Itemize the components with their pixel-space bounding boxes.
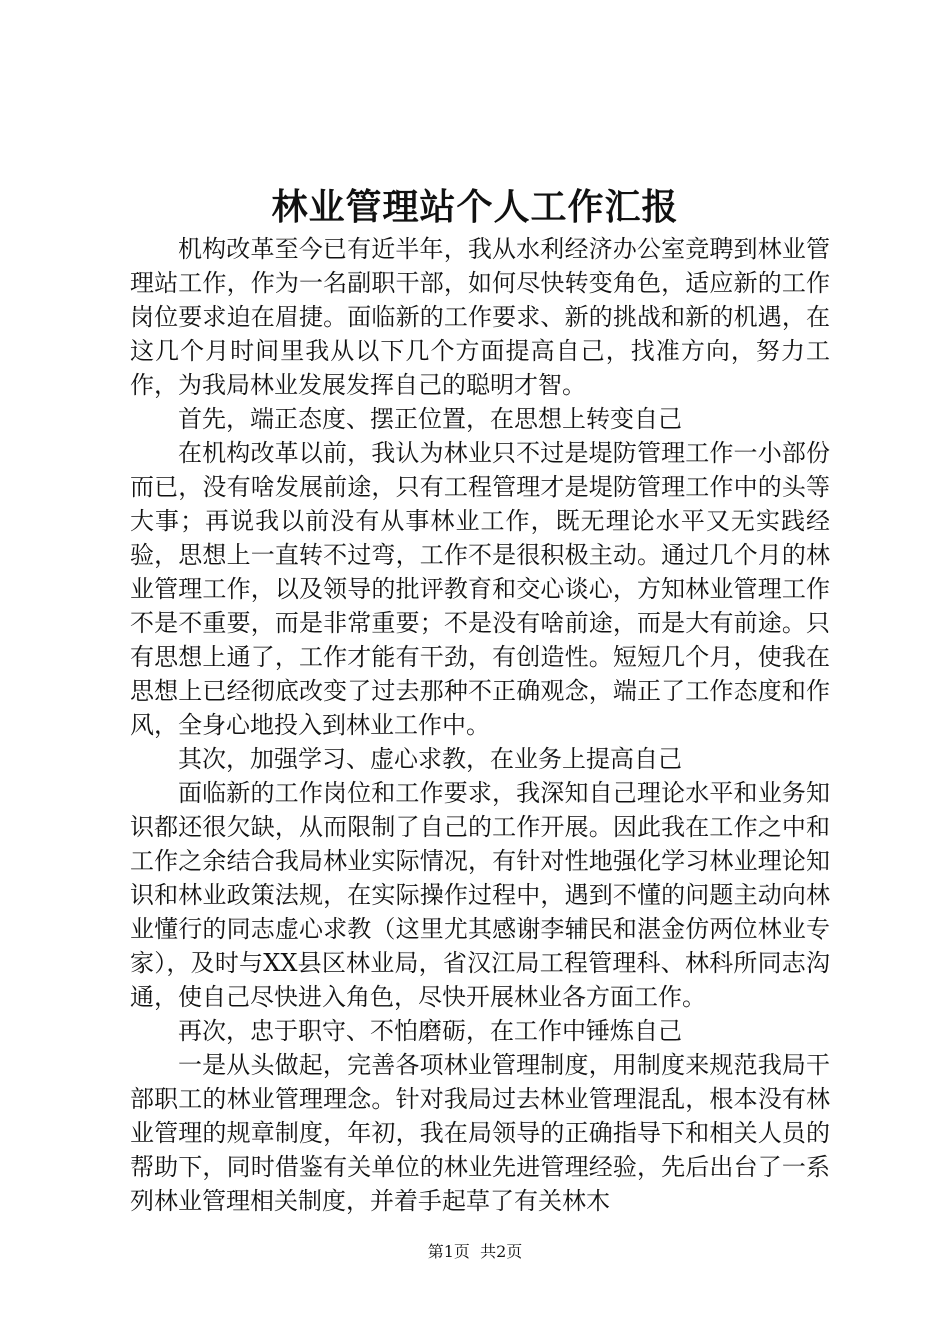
section-heading-third: 再次，忠于职守、不怕磨砺，在工作中锤炼自己 [178,1017,682,1045]
paragraph-third: 一是从头做起，完善各项林业管理制度，用制度来规范我局干部职工的林业管理理念。针对我局过去林业管理混乱，根本没有林业管理的规章制度，年初，我在局领导的正确指导下和相关人员的帮助下，同时借鉴有关单位的林业先进管理经验，先后出台了一系列林业管理相关制度，并着手起草了有关林木 [130,1051,830,1215]
page-number-total: 共2页 [480,1242,523,1261]
document-body [130,232,830,1218]
page-footer [0,1242,950,1262]
paragraph-intro: 机构改革至今已有近半年，我从水利经济办公室竞聘到林业管理站工作，作为一名副职干部，如何尽快转变角色，适应新的工作岗位要求迫在眉捷。面临新的工作要求、新的挑战和新的机遇，在这几个月时间里我从以下几个方面提高自己，找准方向，努力工作，为我局林业发展发挥自己的聪明才智。 [130,235,830,399]
document-title: 林业管理站个人工作汇报 [271,186,679,228]
section-heading-first: 首先，端正态度、摆正位置，在思想上转变自己 [178,405,682,433]
page-number-current: 第1页 [427,1242,470,1261]
paragraph-first: 在机构改革以前，我认为林业只不过是堤防管理工作一小部份而已，没有啥发展前途，只有工程管理才是堤防管理工作中的头等大事；再说我以前没有从事林业工作，既无理论水平又无实践经验，思想上一直转不过弯，工作不是很积极主动。通过几个月的林业管理工作，以及领导的批评教育和交心谈心，方知林业管理工作不是不重要，而是非常重要；不是没有啥前途，而是大有前途。只有思想上通了，工作才能有干劲，有创造性。短短几个月，使我在思想上已经彻底改变了过去那种不正确观念，端正了工作态度和作风，全身心地投入到林业工作中。 [130,439,830,739]
paragraph-second: 面临新的工作岗位和工作要求，我深知自己理论水平和业务知识都还很欠缺，从而限制了自己的工作开展。因此我在工作之中和工作之余结合我局林业实际情况，有针对性地强化学习林业理论知识和林业政策法规，在实际操作过程中，遇到不懂的问题主动向林业懂行的同志虚心求教（这里尤其感谢李辅民和湛金仿两位林业专家），及时与XX县区林业局，省汉江局工程管理科、林科所同志沟通，使自己尽快进入角色，尽快开展林业各方面工作。 [130,779,830,1011]
section-heading-second: 其次，加强学习、虚心求教，在业务上提高自己 [178,745,682,773]
